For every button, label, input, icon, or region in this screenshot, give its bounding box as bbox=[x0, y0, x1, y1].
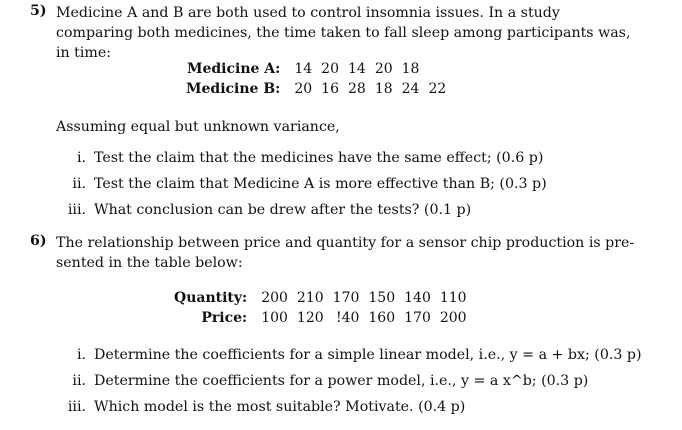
sub-question bbox=[56, 368, 642, 394]
row-label: Price: bbox=[201, 310, 248, 326]
table-cell: 160 bbox=[368, 310, 396, 326]
table-cell: 18 bbox=[401, 61, 420, 77]
quantity-price-table bbox=[170, 288, 470, 328]
sub-question-list bbox=[56, 342, 642, 420]
table-cell: 28 bbox=[347, 81, 366, 97]
sub-question-label: iii. bbox=[67, 202, 86, 218]
sub-question bbox=[56, 145, 547, 171]
sub-question-text: Test the claim that Medicine A is more effective than B; (0.3 p) bbox=[94, 176, 547, 192]
problem-number: 6) bbox=[30, 233, 47, 249]
table-cell: 170 bbox=[332, 290, 360, 306]
table-cell: 170 bbox=[404, 310, 431, 326]
table-cell: 14 bbox=[347, 61, 366, 77]
sub-question-label: i. bbox=[76, 347, 86, 363]
assumption-text: Assuming equal but unknown variance, bbox=[56, 119, 340, 135]
table-cell: 100 bbox=[261, 310, 288, 326]
table-cell: 18 bbox=[374, 81, 393, 97]
table-row bbox=[182, 59, 449, 79]
problem-number: 5) bbox=[30, 3, 47, 19]
table-cell: 210 bbox=[296, 290, 324, 306]
table-cell: 20 bbox=[294, 81, 313, 97]
table-cell: 24 bbox=[401, 81, 420, 97]
table-row bbox=[182, 79, 449, 99]
table-row bbox=[170, 308, 470, 328]
sub-question-text: What conclusion can be drew after the tests? (0.1 p) bbox=[94, 202, 472, 218]
table-cell: 22 bbox=[428, 81, 447, 97]
sub-question bbox=[56, 197, 547, 223]
table-cell: 20 bbox=[374, 61, 393, 77]
table-cell bbox=[422, 59, 449, 79]
sub-question-label: ii. bbox=[72, 176, 86, 192]
table-cell: 14 bbox=[294, 61, 313, 77]
problem-statement: Medicine A and B are both used to control insomnia issues. In a study comparing both medicines, the time taken to fall sleep among participants was, in time: bbox=[56, 5, 631, 61]
table-cell: 200 bbox=[261, 290, 288, 306]
sub-question-list bbox=[56, 145, 547, 223]
sub-question-label: i. bbox=[76, 150, 86, 166]
table-cell: 110 bbox=[439, 290, 467, 306]
table-cell: 20 bbox=[321, 61, 339, 77]
sub-question bbox=[56, 394, 642, 420]
sub-question bbox=[56, 342, 642, 368]
table-cell: !40 bbox=[335, 310, 360, 326]
medicine-data-table bbox=[182, 59, 449, 99]
problem-statement: The relationship between price and quantity for a sensor chip production is pre- sented in the table below: bbox=[56, 235, 635, 271]
sub-question-text: Determine the coefficients for a power model, i.e., y = a x^b; (0.3 p) bbox=[94, 373, 589, 389]
sub-question-text: Which model is the most suitable? Motivate. (0.4 p) bbox=[94, 399, 466, 415]
sub-question-text: Determine the coefficients for a simple linear model, i.e., y = a + bx; (0.3 p) bbox=[94, 347, 642, 363]
table-cell: 200 bbox=[439, 310, 467, 326]
table-cell: 140 bbox=[404, 290, 431, 306]
table-cell: 150 bbox=[368, 290, 396, 306]
sub-question-label: ii. bbox=[72, 373, 86, 389]
sub-question bbox=[56, 171, 547, 197]
table-cell: 120 bbox=[296, 310, 324, 326]
row-label: Quantity: bbox=[174, 290, 248, 306]
table-cell: 16 bbox=[321, 81, 339, 97]
sub-question-text: Test the claim that the medicines have the same effect; (0.6 p) bbox=[94, 150, 544, 166]
row-label: Medicine B: bbox=[186, 81, 281, 97]
row-label: Medicine A: bbox=[186, 61, 281, 77]
sub-question-label: iii. bbox=[67, 399, 86, 415]
table-row bbox=[170, 288, 470, 308]
